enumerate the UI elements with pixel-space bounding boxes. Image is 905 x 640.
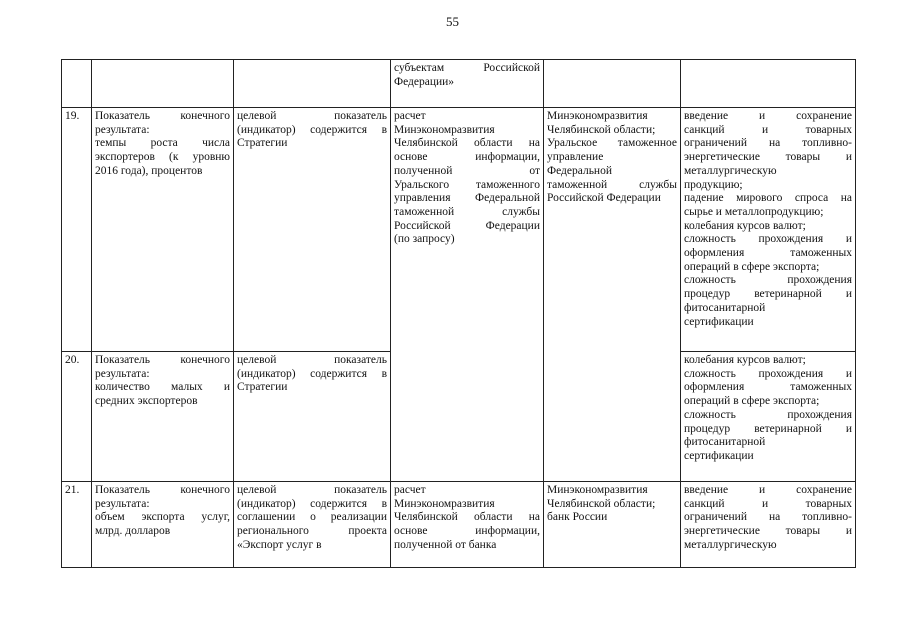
cell-text-line: млрд. долларов: [95, 525, 171, 538]
responsible-cell: [544, 60, 681, 108]
risks-cell: [681, 482, 856, 568]
indicator-type-cell: [234, 108, 391, 352]
cell-text-line: Минэкономразвития: [394, 123, 495, 136]
cell-text-line: экспортеров (к уровню: [95, 151, 230, 164]
cell-text-line: таможенной службы: [394, 205, 540, 218]
cell-text-line: колебания курсов валют;: [684, 354, 806, 366]
cell-text-line: Уральского таможенного: [394, 178, 540, 191]
cell-text-line: операций в сфере экспорта;: [684, 260, 820, 273]
indicator-cell: [92, 482, 234, 568]
responsible-cell: [544, 108, 681, 482]
risks-cell: [681, 352, 856, 482]
cell-text-line: санкций и товарных: [684, 123, 852, 136]
cell-text-line: полученной от: [394, 164, 540, 177]
responsible-cell: [544, 482, 681, 568]
cell-text-line: сложность прохождения и: [684, 367, 852, 380]
cell-text-line: Стратегии: [237, 137, 288, 150]
cell-text-line: Челябинской области;: [547, 497, 656, 510]
cell-text-line: регионального проекта: [237, 525, 387, 538]
cell-text-line: введение и сохранение: [684, 110, 852, 122]
cell-text-line: Показатель конечного: [95, 110, 230, 122]
cell-text-line: операций в сфере экспорта;: [684, 395, 820, 408]
cell-text-line: Показатель конечного: [95, 354, 230, 366]
cell-text-line: банк России: [547, 511, 608, 524]
cell-text-line: металлургическую: [684, 538, 777, 551]
calculation-method-cell: [391, 108, 544, 482]
cell-text-line: целевой показатель: [237, 484, 387, 496]
cell-text-line: ограничений на топливно-: [684, 137, 852, 150]
cell-text-line: таможенной службы: [547, 178, 677, 191]
cell-text-line: основе информации,: [394, 151, 540, 164]
calculation-method-cell: [391, 60, 544, 108]
cell-text-line: Российской Федерации: [394, 219, 540, 232]
risks-cell: [681, 108, 856, 352]
cell-text-line: соглашении о реализации: [237, 511, 387, 524]
row-number-cell: 20.: [62, 352, 92, 482]
cell-text-line: продукцию;: [684, 178, 743, 191]
cell-text-line: «Экспорт услуг в: [237, 538, 322, 551]
calculation-method-cell: [391, 482, 544, 568]
indicator-cell: [92, 108, 234, 352]
cell-text-line: расчет: [394, 110, 426, 122]
cell-text-line: полученной от банка: [394, 538, 497, 551]
cell-text-line: металлургическую: [684, 164, 777, 177]
cell-text-line: (индикатор) содержится в: [237, 367, 387, 380]
cell-text-line: энергетические товары и: [684, 525, 852, 538]
cell-text-line: субъектам Российской: [394, 62, 540, 74]
indicator-type-cell: [234, 482, 391, 568]
cell-text-line: Российской Федерации: [547, 192, 661, 205]
cell-text-line: темпы роста числа: [95, 137, 230, 150]
cell-text-line: сертификации: [684, 449, 754, 462]
cell-text-line: сертификации: [684, 315, 754, 328]
cell-text-line: сложность прохождения и: [684, 233, 852, 246]
cell-text-line: колебания курсов валют;: [684, 219, 806, 232]
cell-text-line: оформления таможенных: [684, 247, 852, 260]
cell-text-line: 2016 года), процентов: [95, 164, 203, 177]
cell-text-line: Минэкономразвития: [547, 484, 648, 496]
cell-text-line: энергетические товары и: [684, 151, 852, 164]
cell-text-line: процедур ветеринарной и: [684, 288, 852, 301]
row-number-cell: 21.: [62, 482, 92, 568]
cell-text-line: результата:: [95, 497, 150, 510]
cell-text-line: сырье и металлопродукцию;: [684, 205, 824, 218]
cell-text-line: ограничений на топливно-: [684, 511, 852, 524]
cell-text-line: целевой показатель: [237, 354, 387, 366]
cell-text-line: сложность прохождения: [684, 274, 852, 287]
cell-text-line: Челябинской области на: [394, 137, 540, 150]
cell-text-line: Федеральной: [547, 164, 612, 177]
table-row-19: [62, 108, 856, 352]
row-number-cell: [62, 60, 92, 108]
cell-text-line: фитосанитарной: [684, 301, 766, 314]
cell-text-line: Показатель конечного: [95, 484, 230, 496]
cell-text-line: процедур ветеринарной и: [684, 422, 852, 435]
cell-text-line: результата:: [95, 123, 150, 136]
indicator-cell: [92, 60, 234, 108]
risks-cell: [681, 60, 856, 108]
cell-text-line: средних экспортеров: [95, 395, 198, 408]
row-number-cell: 19.: [62, 108, 92, 352]
cell-text-line: управления Федеральной: [394, 192, 540, 205]
cell-text-line: (по запросу): [394, 233, 455, 246]
cell-text-line: Федерации»: [394, 75, 455, 88]
indicator-type-cell: [234, 352, 391, 482]
indicator-type-cell: [234, 60, 391, 108]
cell-text-line: оформления таможенных: [684, 381, 852, 394]
indicator-cell: [92, 352, 234, 482]
cell-text-line: Минэкономразвития: [547, 110, 648, 122]
cell-text-line: основе информации,: [394, 525, 540, 538]
cell-text-line: расчет: [394, 484, 426, 496]
cell-text-line: (индикатор) содержится в: [237, 123, 387, 136]
cell-text-line: падение мирового спроса на: [684, 192, 852, 205]
cell-text-line: введение и сохранение: [684, 484, 852, 496]
cell-text-line: фитосанитарной: [684, 436, 766, 449]
cell-text-line: Стратегии: [237, 381, 288, 394]
cell-text-line: Уральское таможенное: [547, 137, 677, 150]
table-row-21: [62, 482, 856, 568]
table-row-continuation: [62, 60, 856, 108]
cell-text-line: сложность прохождения: [684, 408, 852, 421]
indicators-table: [61, 59, 856, 568]
page-number: 55: [446, 14, 459, 29]
cell-text-line: (индикатор) содержится в: [237, 497, 387, 510]
cell-text-line: целевой показатель: [237, 110, 387, 122]
cell-text-line: Челябинской области на: [394, 511, 540, 524]
cell-text-line: Минэкономразвития: [394, 497, 495, 510]
cell-text-line: санкций и товарных: [684, 497, 852, 510]
cell-text-line: Челябинской области;: [547, 123, 656, 136]
cell-text-line: количество малых и: [95, 381, 230, 394]
cell-text-line: объем экспорта услуг,: [95, 511, 230, 524]
cell-text-line: управление: [547, 151, 604, 164]
cell-text-line: результата:: [95, 367, 150, 380]
